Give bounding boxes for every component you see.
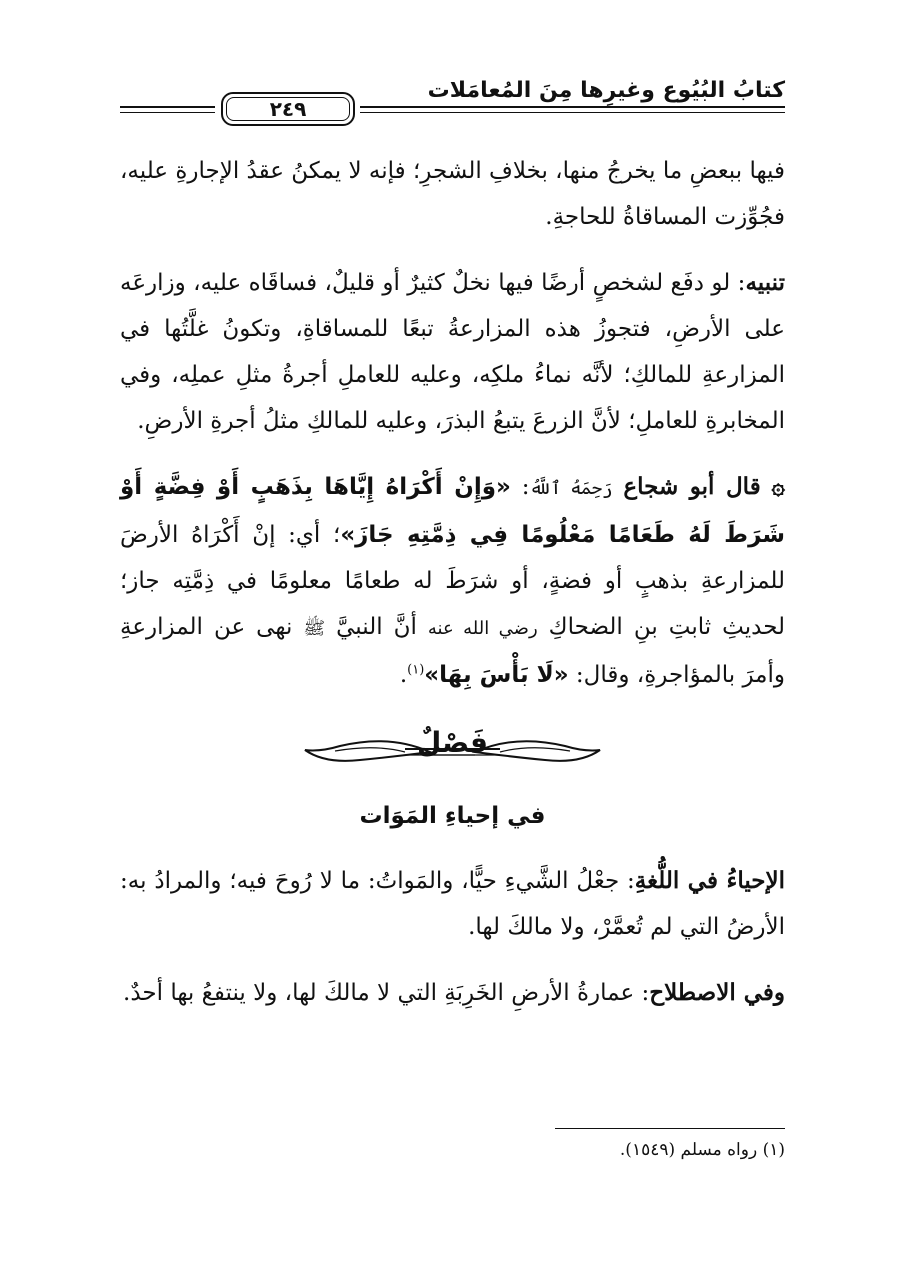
paragraph [120, 260, 785, 444]
note-label: تنبيه [745, 269, 785, 296]
page-number: ٢٤٩ [269, 97, 307, 121]
paragraph-text: أنَّ النبيَّ [336, 614, 417, 640]
author-label: قال أبو شجاع [623, 473, 761, 500]
paragraph: ۞ قال أبو شجاع رَحِمَهُ ٱللَّهُ: «وَإِنْ أَكْرَاهُ إِيَّاهَا بِذَهَبٍ أَوْ فِضَّةٍ أَوْ شَرَطَ لَهُ طَعَامًا مَعْلُومًا فِي ذِمَّتِهِ جَازَ»؛ أي: إنْ أَكْرَاهُ الأرضَ للمزارعةِ بذهبٍ أو فضةٍ، أو شرَطَ له طعامًا معلومًا في ذِمَّتِه جاز؛ لحديثِ ثابتِ بنِ الضحاكِ رضي الله عنه أنَّ النبيَّ ﷺ نهى عن المزارعةِ وأمرَ بالمؤاجرةِ، وقال: «لَا بَأْسَ بِهَا»$^{(١)}$. [120, 473, 786, 688]
header-rule [120, 106, 215, 108]
paragraph [120, 970, 785, 1016]
page-body [120, 148, 785, 1036]
matn-quote: «وَإِنْ أَكْرَاهُ إِيَّاهَا بِذَهَبٍ أَوْ فِضَّةٍ أَوْ شَرَطَ لَهُ طَعَامًا مَعْلُومًا فِي ذِمَّتِهِ جَازَ» [120, 474, 785, 548]
paragraph [120, 858, 785, 950]
salutation: ﷺ [303, 618, 326, 639]
header-rule [120, 112, 215, 113]
page-number-frame [221, 92, 355, 126]
ornament-icon [300, 732, 500, 772]
paragraph-text: فيها ببعضِ ما يخرجُ منها، بخلافِ الشجرِ؛ فإنه لا يمكنُ عقدُ الإجارةِ عليه، فجُوِّزت المساقاةُ للحاجةِ. [120, 158, 785, 230]
book-title: كتابُ البُيُوع وغيرِها مِنَ المُعامَلات [427, 78, 785, 103]
definition-label: الإحياءُ في اللُّغةِ [634, 867, 785, 894]
section-subheading: في إحياءِ المَوَات [359, 803, 546, 829]
paragraph-text: : لو دفَع لشخصٍ أرضًا فيها نخلٌ كثيرٌ أو قليلٌ، فساقَاه عليه، وزارعَه على الأرضِ، فتجوزُ هذه المزارعةُ تبعًا للمساقاةِ، وتكونُ غلَّتُها في المزارعةِ للمالكِ؛ لأنَّه نماءُ ملكِه، وعليه للعاملِ أجرةُ مثلِ عملِه، وفي المخابرةِ للعاملِ؛ لأنَّ الزرعَ يتبعُ البذرَ، وعليه للمالكِ مثلُ أجرةِ الأرضِ. [120, 270, 785, 434]
header-rule [360, 112, 785, 113]
section-title: فَصْلٌ [417, 726, 488, 759]
paragraph-text: ؛ أي: إنْ أَكْرَاهُ الأرضَ للمزارعةِ بذهبٍ أو فضةٍ، أو شرَطَ له طعامًا معلومًا في ذِمَّتِه جاز؛ لحديثِ ثابتِ بنِ الضحاكِ [120, 522, 786, 640]
header-rule [360, 106, 785, 108]
section-heading [120, 718, 785, 788]
footnote: (١) رواه مسلم (١٥٤٩). [619, 1140, 785, 1160]
paragraph-text: نهى عن المزارعةِ وأمرَ بالمؤاجرةِ، وقال: [120, 614, 785, 688]
footnote-rule [555, 1128, 785, 1129]
paragraph-text: . [399, 662, 408, 688]
honorific: رضي الله عنه [427, 618, 538, 639]
paragraph-text: : عمارةُ الأرضِ الخَرِبَةِ التي لا مالكَ لها، ولا ينتفعُ بها أحدٌ. [123, 980, 650, 1006]
footnote-ref[interactable]: (١) [407, 662, 425, 678]
definition-label: وفي الاصطلاح [649, 979, 785, 1006]
paragraph-text: : جعْلُ الشَّيءِ حيًّا، والمَواتُ: ما لا رُوحَ فيه؛ والمرادُ به: الأرضُ التي لم تُعمَّرْ، ولا مالكَ لها. [120, 868, 785, 940]
paragraph [120, 148, 785, 240]
honorific: رَحِمَهُ ٱللَّهُ [529, 478, 613, 499]
hadith-quote: «لَا بَأْسَ بِهَا» [424, 662, 569, 688]
matn-marker-icon: ۞ [771, 473, 786, 500]
running-header [120, 72, 785, 142]
